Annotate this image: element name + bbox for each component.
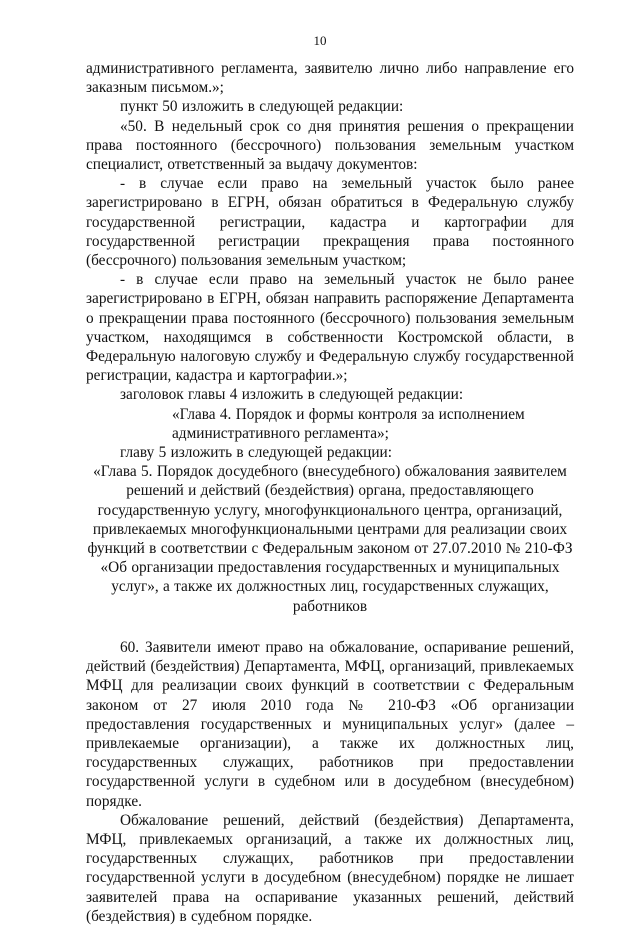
paragraph: пункт 50 изложить в следующей редакции: (120, 98, 404, 116)
chapter-5-title: «Глава 5. Порядок досудебного (внесудебного) обжалования заявителем решений и действий (бездействия) органа, предоставляющего государственную услугу, многофункционального центра, организаций, привлекаемых многофункциональными центрами для реализации своих функций в соответствии с Федеральным законом от 27.07.2010 № 210-ФЗ «Об организации предоставления государственных и муниципальных услуг», а также их должностных лиц, государственных служащих, работников (87, 463, 573, 615)
spacer (86, 616, 574, 638)
chapter-4-title: «Глава 4. Порядок и формы контроля за исполнением административного регламента»; (172, 405, 525, 442)
document-body (86, 59, 574, 926)
paragraph: «50. В недельный срок со дня принятия решения о прекращении права постоянного (бессрочного) пользования земельным участком специалист, ответственный за выдачу документов: (86, 117, 574, 174)
paragraph: главу 5 изложить в следующей редакции: (120, 444, 392, 462)
paragraph: административного регламента, заявителю лично либо направление его заказным письмом.»; (86, 60, 574, 97)
page-number: 10 (313, 33, 327, 48)
paragraph: Обжалование решений, действий (бездействия) Департамента, МФЦ, привлекаемых организаций, а также их должностных лиц, государственных служащих, работников при предоставлении государственной услуги в досудебном (внесудебном) порядке не лишает заявителей права на оспаривание указанных решений, действий (бездействия) в судебном порядке. (86, 811, 574, 925)
paragraph: заголовок главы 4 изложить в следующей редакции: (120, 386, 464, 404)
paragraph: 60. Заявители имеют право на обжалование, оспаривание решений, действий (бездействия) Департамента, МФЦ, организаций, привлекаемых МФЦ для реализации своих функций в соответствии с Федеральным законом от 27 июля 2010 года № 210-ФЗ «Об организации предоставления государственных и муниципальных услуг» (далее – привлекаемые организации), а также их должностных лиц, государственных служащих, работников при предоставлении государственной услуги в судебном или в досудебном (внесудебном) порядке. (86, 638, 574, 810)
paragraph: - в случае если право на земельный участок не было ранее зарегистрировано в ЕГРН, обязан направить распоряжение Департамента о прекращении права постоянного (бессрочного) пользования земельным участком, находящимся в собственности Костромской области, в Федеральную налоговую службу и Федеральную службу государственной регистрации, кадастра и картографии.»; (86, 271, 574, 385)
paragraph: - в случае если право на земельный участок было ранее зарегистрировано в ЕГРН, обязан обратиться в Федеральную службу государственной регистрации, кадастра и картографии для государственной регистрации прекращения права постоянного (бессрочного) пользования земельным участком; (86, 175, 574, 270)
